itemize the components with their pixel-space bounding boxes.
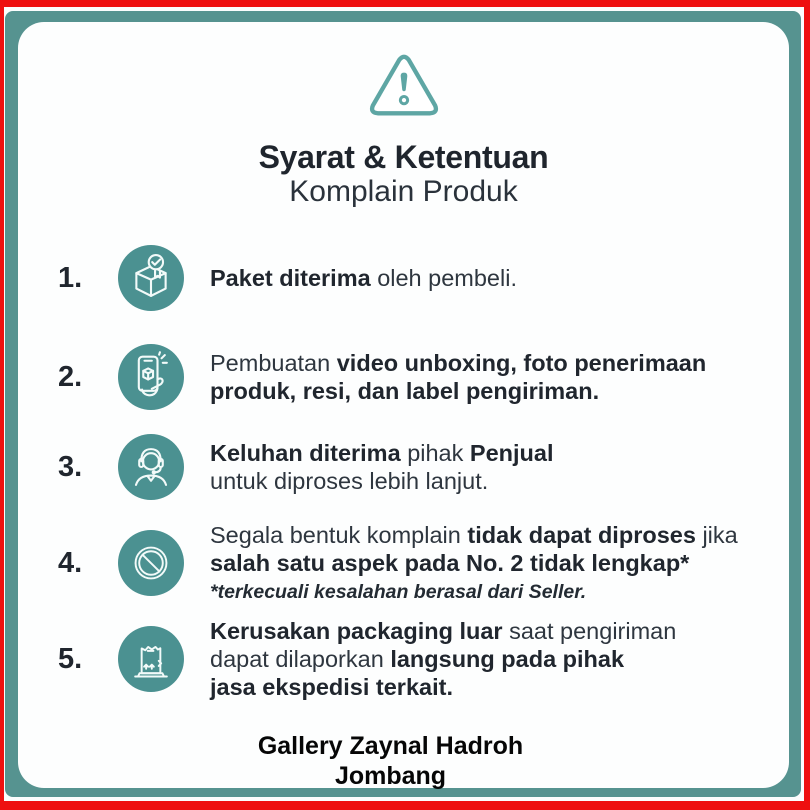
text-line [210, 264, 517, 292]
white-gap [4, 7, 804, 801]
page-subtitle: Komplain Produk [289, 175, 518, 208]
text-segment: *terkecuali kesalahan berasal dari Seller. [210, 581, 587, 603]
term-item-5 [58, 617, 789, 701]
text-line [210, 349, 706, 377]
item-text [210, 439, 554, 495]
footer-credit [18, 731, 789, 791]
customer-service-icon [118, 434, 184, 500]
warning-triangle-icon [18, 52, 789, 122]
term-item-3 [58, 434, 789, 500]
item-text [210, 349, 706, 405]
item-number: 5. [58, 642, 83, 675]
text-segment: produk, resi, dan label pengiriman. [210, 378, 600, 404]
package-received-icon [118, 245, 184, 311]
text-segment: dapat dilaporkan [210, 646, 391, 672]
text-segment: Segala bentuk komplain [210, 522, 468, 548]
item-number: 1. [58, 261, 83, 294]
item-text [210, 264, 517, 292]
term-item-2 [58, 344, 789, 410]
text-line [210, 645, 676, 673]
teal-frame [5, 11, 801, 797]
text-line [210, 467, 554, 495]
terms-card [18, 22, 789, 788]
text-segment: langsung pada pihak [390, 646, 625, 672]
text-segment: Pembuatan [210, 350, 337, 376]
phone-unboxing-icon [118, 344, 184, 410]
text-segment: Kerusakan packaging luar [210, 618, 510, 644]
footer-line2: Jombang [334, 762, 447, 790]
text-line-note [210, 577, 738, 605]
prohibited-icon [118, 530, 184, 596]
damaged-package-icon [118, 626, 184, 692]
text-segment: Penjual [469, 440, 554, 466]
text-segment: jika [702, 522, 738, 548]
text-line [210, 521, 738, 549]
item-number: 2. [58, 360, 83, 393]
text-segment: Keluhan diterima [210, 440, 408, 466]
text-segment: pihak [407, 440, 470, 466]
item-text [210, 521, 738, 605]
text-segment: untuk diproses lebih lanjut. [210, 468, 489, 494]
item-number: 3. [58, 450, 83, 483]
text-segment: oleh pembeli. [377, 265, 517, 291]
text-line [210, 549, 738, 577]
text-line [210, 439, 554, 467]
text-segment: tidak dapat diproses [467, 522, 703, 548]
text-segment: jasa ekspedisi terkait. [210, 674, 453, 700]
item-number: 4. [58, 546, 83, 579]
header [18, 22, 789, 209]
item-text [210, 617, 676, 701]
text-line [210, 377, 706, 405]
text-segment: salah satu aspek pada No. 2 tidak lengkap* [210, 550, 690, 576]
text-segment: video unboxing, foto penerimaan [336, 350, 707, 376]
footer-line1: Gallery Zaynal Hadroh [257, 732, 524, 760]
term-item-4 [58, 521, 789, 605]
term-item-1 [58, 245, 789, 311]
text-segment: Paket diterima [210, 265, 378, 291]
terms-list [18, 245, 789, 701]
text-line [210, 673, 676, 701]
page-title: Syarat & Ketentuan [258, 139, 549, 175]
text-segment: saat pengiriman [509, 618, 677, 644]
text-line [210, 617, 676, 645]
